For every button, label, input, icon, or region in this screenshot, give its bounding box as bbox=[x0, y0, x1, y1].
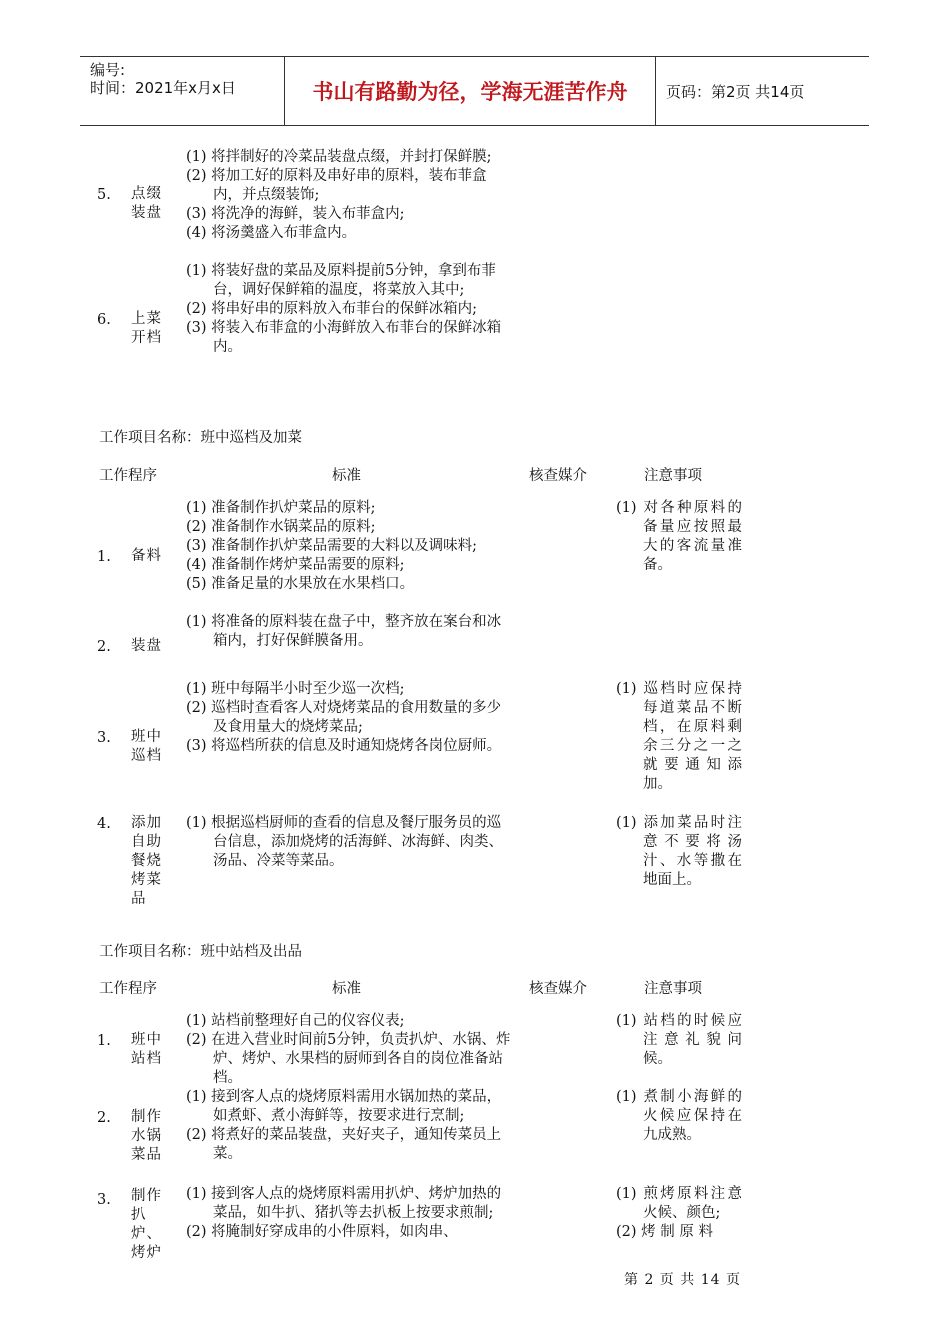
standard-item: (4) 准备制作烤炉菜品需要的原料; bbox=[186, 557, 405, 573]
standard-item: (1) 站档前整理好自己的仪容仪表; bbox=[186, 1013, 405, 1029]
row-notes bbox=[616, 499, 742, 575]
note-item: (1) 煮制小海鲜的火候应保持在九成熟。 bbox=[616, 1089, 742, 1143]
column-header-notes: 注意事项 bbox=[644, 468, 702, 484]
row-number: 3. bbox=[97, 730, 111, 746]
row-procedure: 添加自助餐烧烤菜品 bbox=[131, 815, 162, 907]
row-number: 2. bbox=[97, 639, 111, 655]
standard-item: (3) 将洗净的海鲜，装入布菲盒内; bbox=[186, 206, 405, 222]
header-motto: 书山有路勤为径，学海无涯苦作舟 bbox=[284, 57, 656, 125]
column-header-standard: 标准 bbox=[332, 468, 361, 484]
column-header-notes: 注意事项 bbox=[644, 981, 702, 997]
standard-item: (1) 将装好盘的菜品及原料提前5分钟，拿到布菲台，调好保鲜箱的温度，将菜放入其中; bbox=[186, 263, 496, 298]
section-title: 工作项目名称：班中巡档及加菜 bbox=[99, 430, 302, 446]
standard-item: (2) 将加工好的原料及串好串的原料，装布菲盒内，并点缀装饰; bbox=[186, 168, 487, 203]
note-item: (1) 巡档时应保持每道菜品不断档，在原料剩余三分之一之就要通知添加。 bbox=[616, 681, 742, 792]
standard-item: (2) 将煮好的菜品装盘，夹好夹子，通知传菜员上菜。 bbox=[186, 1127, 502, 1162]
row-standard bbox=[186, 262, 512, 357]
row-procedure: 班中站档 bbox=[131, 1032, 162, 1067]
note-item: (2) 烤 制 原 料 bbox=[616, 1224, 713, 1240]
row-notes bbox=[616, 1012, 742, 1069]
row-notes bbox=[616, 814, 742, 890]
standard-item: (2) 在进入营业时间前5分钟，负责扒炉、水锅、炸炉、烤炉、水果档的厨师到各自的岗位准备站档。 bbox=[186, 1032, 511, 1086]
standard-item: (2) 将串好串的原料放入布菲台的保鲜冰箱内; bbox=[186, 301, 478, 317]
row-notes bbox=[616, 680, 742, 794]
row-number: 1. bbox=[97, 1033, 111, 1049]
standard-item: (2) 巡档时查看客人对烧烤菜品的食用数量的多少及食用量大的烧烤菜品; bbox=[186, 700, 502, 735]
row-procedure: 班中巡档 bbox=[131, 729, 162, 764]
row-procedure: 装盘 bbox=[131, 638, 162, 654]
standard-item: (3) 将装入布菲盒的小海鲜放入布菲台的保鲜冰箱内。 bbox=[186, 320, 502, 355]
note-item: (1) 对各种原料的备量应按照最大的客流量准备。 bbox=[616, 500, 742, 573]
standard-item: (3) 准备制作扒炉菜品需要的大料以及调味料; bbox=[186, 538, 478, 554]
row-standard bbox=[186, 499, 512, 594]
row-standard bbox=[186, 148, 512, 243]
document-number-label: 编号: bbox=[90, 61, 126, 79]
standard-item: (1) 接到客人点的烧烤原料需用水锅加热的菜品，如煮虾、煮小海鲜等，按要求进行烹制; bbox=[186, 1089, 502, 1124]
row-standard bbox=[186, 613, 512, 651]
standard-item: (1) 准备制作扒炉菜品的原料; bbox=[186, 500, 376, 516]
standard-item: (1) 班中每隔半小时至少巡一次档; bbox=[186, 681, 405, 697]
row-number: 6. bbox=[97, 312, 111, 328]
row-number: 2. bbox=[97, 1110, 111, 1126]
column-header-standard: 标准 bbox=[332, 981, 361, 997]
page-footer: 第 2 页 共 14 页 bbox=[624, 1272, 741, 1288]
row-procedure: 上菜开档 bbox=[131, 311, 162, 346]
row-number: 3. bbox=[97, 1192, 111, 1208]
column-header-procedure: 工作程序 bbox=[99, 981, 157, 997]
row-number: 5. bbox=[97, 187, 111, 203]
row-number: 1. bbox=[97, 549, 111, 565]
row-standard bbox=[186, 1088, 512, 1164]
row-number: 4. bbox=[97, 816, 111, 832]
standard-item: (5) 准备足量的水果放在水果档口。 bbox=[186, 576, 415, 592]
standard-item: (2) 准备制作水锅菜品的原料; bbox=[186, 519, 376, 535]
row-standard bbox=[186, 680, 512, 756]
document-time: 时间：2021年x月x日 bbox=[90, 79, 236, 97]
row-standard bbox=[186, 1185, 512, 1242]
row-standard bbox=[186, 1012, 512, 1088]
standard-item: (4) 将汤羹盛入布菲盒内。 bbox=[186, 225, 357, 241]
row-procedure: 备料 bbox=[131, 548, 162, 564]
header-page-code: 页码：第2页 共14页 bbox=[666, 83, 805, 101]
column-header-procedure: 工作程序 bbox=[99, 468, 157, 484]
row-procedure: 制作扒炉、烤炉 bbox=[131, 1188, 162, 1261]
standard-item: (1) 将准备的原料装在盘子中，整齐放在案台和冰箱内，打好保鲜膜备用。 bbox=[186, 614, 502, 649]
standard-item: (1) 将拌制好的冷菜品装盘点缀，并封打保鲜膜; bbox=[186, 149, 492, 165]
row-notes bbox=[616, 1088, 742, 1145]
row-procedure: 制作水锅菜品 bbox=[131, 1109, 162, 1163]
column-header-media: 核查媒介 bbox=[529, 468, 587, 484]
note-item: (1) 煎烤原料注意火候、颜色; bbox=[616, 1186, 742, 1221]
section-title: 工作项目名称：班中站档及出品 bbox=[99, 944, 302, 960]
note-item: (1) 添加菜品时注意不要将汤汁、水等撒在地面上。 bbox=[616, 815, 742, 888]
row-standard bbox=[186, 814, 512, 871]
standard-item: (1) 根据巡档厨师的查看的信息及餐厅服务员的巡台信息，添加烧烤的活海鲜、冰海鲜、肉类、汤品、冷菜等菜品。 bbox=[186, 815, 503, 869]
standard-item: (3) 将巡档所获的信息及时通知烧烤各岗位厨师。 bbox=[186, 738, 502, 754]
note-item: (1) 站档的时候应注意礼貌问候。 bbox=[616, 1013, 742, 1067]
standard-item: (1) 接到客人点的烧烤原料需用扒炉、烤炉加热的菜品，如牛扒、猪扒等去扒板上按要求煎制; bbox=[186, 1186, 502, 1221]
row-procedure: 点缀装盘 bbox=[131, 186, 162, 221]
column-header-media: 核查媒介 bbox=[529, 981, 587, 997]
standard-item: (2) 将腌制好穿成串的小件原料，如肉串、 bbox=[186, 1224, 458, 1240]
row-notes bbox=[616, 1185, 742, 1242]
